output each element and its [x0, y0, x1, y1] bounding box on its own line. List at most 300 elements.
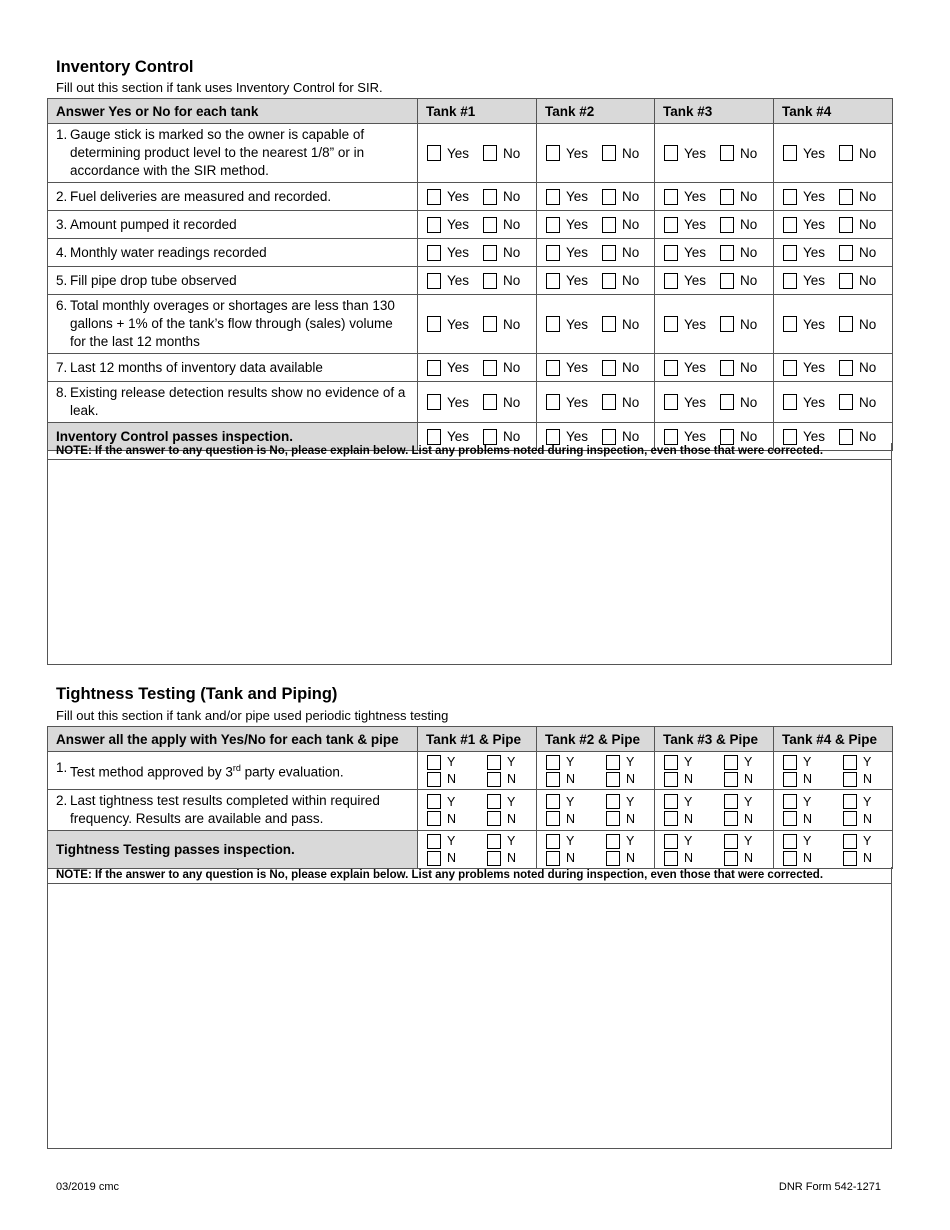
- tightness-q2-tank-3-cell: [655, 790, 774, 831]
- inventory-q6-tank-3-cell: [655, 295, 774, 354]
- inventory-question-row: [48, 124, 893, 183]
- inventory-q4-tank-1-no-checkbox[interactable]: [483, 245, 497, 261]
- no-label: No: [859, 273, 877, 288]
- yes-label: Yes: [803, 360, 826, 375]
- y-label: Y: [744, 794, 753, 809]
- inventory-q8-number: 8.: [56, 385, 68, 400]
- tightness-q1-tank-4-pipe-y-checkbox[interactable]: [843, 755, 857, 770]
- tightness-q2-tank-1-pipe-y-checkbox[interactable]: [487, 794, 501, 809]
- yes-label: Yes: [803, 245, 826, 260]
- inventory-q7-tank-4-no-checkbox[interactable]: [839, 360, 853, 376]
- n-label: N: [863, 851, 873, 865]
- tightness-q1-superscript: rd: [232, 763, 241, 774]
- no-label: No: [622, 273, 640, 288]
- tightness-q2-tank-3-pipe-n-checkbox[interactable]: [724, 811, 738, 826]
- n-label: N: [626, 851, 636, 865]
- inventory-header-tank-3: Tank #3: [655, 99, 774, 124]
- inventory-q5-tank-4-no-checkbox[interactable]: [839, 273, 853, 289]
- n-label: N: [744, 851, 754, 865]
- tightness-pass-tank-4-pipe-n-checkbox[interactable]: [843, 851, 857, 866]
- yes-label: Yes: [684, 145, 707, 161]
- inventory-q4-tank-2-yes-checkbox[interactable]: [546, 245, 560, 261]
- tightness-q2-tank-2-cell: [537, 790, 655, 831]
- y-label: Y: [803, 834, 812, 848]
- yes-label: Yes: [447, 394, 470, 410]
- n-label: N: [803, 772, 813, 786]
- inventory-q5-tank-1-yes-checkbox[interactable]: [427, 273, 441, 289]
- inventory-q1-tank-1-cell: [418, 124, 537, 183]
- n-label: N: [507, 851, 517, 865]
- inventory-q1-tank-1-no-checkbox[interactable]: [483, 145, 497, 161]
- tightness-q2-tank-3-pipe-y-checkbox[interactable]: [724, 794, 738, 809]
- inventory-q2-tank-1-yes-checkbox[interactable]: [427, 189, 441, 205]
- inventory-q8-tank-4-cell: [774, 382, 893, 423]
- footer-form-number: DNR Form 542-1271: [778, 1181, 881, 1193]
- y-label: Y: [803, 794, 812, 809]
- tightness-q1-tank-1-tank-n-checkbox[interactable]: [427, 772, 441, 787]
- inventory-q2-text: Fuel deliveries are measured and recorded.: [70, 188, 332, 204]
- tightness-q2-tank-2-tank-n-checkbox[interactable]: [546, 811, 560, 826]
- inventory-q4-tank-1-cell: [418, 239, 537, 267]
- no-label: No: [740, 273, 758, 288]
- tightness-q2-tank-4-cell: [774, 790, 893, 831]
- no-label: No: [622, 145, 640, 161]
- inventory-q3-tank-3-cell: [655, 211, 774, 239]
- y-label: Y: [684, 834, 693, 848]
- tightness-q1-tank-2-cell: [537, 752, 655, 790]
- tightness-pass-tank-1-tank-n-checkbox[interactable]: [427, 851, 441, 866]
- tightness-q2-tank-2-pipe-y-checkbox[interactable]: [606, 794, 620, 809]
- tightness-q1-text-post: party evaluation.: [240, 764, 344, 780]
- inventory-header-row: [48, 99, 893, 124]
- y-label: Y: [626, 834, 635, 848]
- inventory-q6-text: Total monthly overages or shortages are less than 130 gallons + 1% of the tank’s flow through (sales) volume for the last 12 months: [70, 298, 395, 349]
- tightness-q1-tank-1-pipe-y-checkbox[interactable]: [487, 755, 501, 770]
- tightness-q1-text-pre: Test method approved by 3: [70, 764, 233, 780]
- inventory-note-box: [47, 443, 892, 665]
- tightness-pass-tank-2-pipe-y-checkbox[interactable]: [606, 834, 620, 849]
- no-label: No: [740, 245, 758, 260]
- n-label: N: [507, 811, 517, 826]
- inventory-q2-tank-4-yes-checkbox[interactable]: [783, 189, 797, 205]
- inventory-q5-cell: [48, 267, 418, 295]
- yes-label: Yes: [803, 273, 826, 288]
- tightness-q1-tank-1-pipe-n-checkbox[interactable]: [487, 772, 501, 787]
- tightness-pass-tank-3-tank-n-checkbox[interactable]: [664, 851, 678, 866]
- no-label: No: [859, 189, 877, 204]
- tightness-pass-tank-3-pipe-y-checkbox[interactable]: [724, 834, 738, 849]
- inventory-q1-number: 1.: [56, 127, 68, 142]
- inventory-question-row: [48, 267, 893, 295]
- tightness-q1-tank-2-pipe-y-checkbox[interactable]: [606, 755, 620, 770]
- yes-label: Yes: [803, 394, 826, 410]
- inventory-q6-tank-4-no-checkbox[interactable]: [839, 316, 853, 332]
- yes-label: Yes: [447, 217, 470, 232]
- tightness-explanation-area[interactable]: [48, 884, 891, 1146]
- inventory-question-row: [48, 295, 893, 354]
- inventory-q5-tank-2-no-checkbox[interactable]: [602, 273, 616, 289]
- inventory-q6-tank-1-no-checkbox[interactable]: [483, 316, 497, 332]
- inventory-q6-tank-1-yes-checkbox[interactable]: [427, 316, 441, 332]
- tightness-q2-tank-2-tank-y-checkbox[interactable]: [546, 794, 560, 809]
- no-label: No: [622, 189, 640, 204]
- yes-label: Yes: [447, 189, 470, 204]
- tightness-pass-tank-4-cell: [774, 831, 893, 869]
- no-label: No: [740, 189, 758, 204]
- tightness-header-tank-1: Tank #1 & Pipe: [418, 727, 537, 752]
- n-label: N: [744, 811, 754, 826]
- no-label: No: [859, 394, 877, 410]
- y-label: Y: [507, 834, 516, 848]
- inventory-q1-tank-4-no-checkbox[interactable]: [839, 145, 853, 161]
- no-label: No: [740, 429, 758, 444]
- tightness-q2-tank-1-tank-n-checkbox[interactable]: [427, 811, 441, 826]
- inventory-q2-tank-4-cell: [774, 183, 893, 211]
- inventory-q7-tank-3-yes-checkbox[interactable]: [664, 360, 678, 376]
- yes-label: Yes: [566, 429, 589, 444]
- tightness-pass-tank-3-pipe-n-checkbox[interactable]: [724, 851, 738, 866]
- tightness-section-subtitle: Fill out this section if tank and/or pipe used periodic tightness testing: [56, 708, 449, 723]
- tightness-pass-tank-2-cell: [537, 831, 655, 869]
- inventory-section-subtitle: Fill out this section if tank uses Inventory Control for SIR.: [56, 80, 383, 95]
- inventory-q3-text: Amount pumped it recorded: [70, 216, 237, 232]
- inventory-q5-tank-3-no-checkbox[interactable]: [720, 273, 734, 289]
- yes-label: Yes: [684, 360, 707, 375]
- yes-label: Yes: [566, 394, 589, 410]
- tightness-q1-tank-2-pipe-n-checkbox[interactable]: [606, 772, 620, 787]
- no-label: No: [740, 217, 758, 232]
- no-label: No: [859, 429, 877, 444]
- inventory-q3-tank-2-no-checkbox[interactable]: [602, 217, 616, 233]
- inventory-q1-tank-3-cell: [655, 124, 774, 183]
- tightness-header-tank-4: Tank #4 & Pipe: [774, 727, 893, 752]
- y-label: Y: [863, 755, 872, 769]
- tightness-q2-tank-4-tank-y-checkbox[interactable]: [783, 794, 797, 809]
- inventory-q1-tank-4-yes-checkbox[interactable]: [783, 145, 797, 161]
- yes-label: Yes: [684, 394, 707, 410]
- tightness-q1-tank-4-tank-n-checkbox[interactable]: [783, 772, 797, 787]
- inventory-q2-tank-1-cell: [418, 183, 537, 211]
- inventory-q8-tank-3-cell: [655, 382, 774, 423]
- inventory-q2-tank-1-no-checkbox[interactable]: [483, 189, 497, 205]
- yes-label: Yes: [447, 360, 470, 375]
- y-label: Y: [863, 834, 872, 848]
- inventory-q7-cell: [48, 354, 418, 382]
- tightness-q2-tank-1-tank-y-checkbox[interactable]: [427, 794, 441, 809]
- tightness-q2-tank-2-pipe-n-checkbox[interactable]: [606, 811, 620, 826]
- yes-label: Yes: [566, 273, 589, 288]
- no-label: No: [622, 316, 640, 332]
- inventory-q4-text: Monthly water readings recorded: [70, 244, 267, 260]
- inventory-q4-tank-3-cell: [655, 239, 774, 267]
- inventory-q3-tank-4-no-checkbox[interactable]: [839, 217, 853, 233]
- inventory-q1-cell: [48, 124, 418, 183]
- inventory-q1-tank-2-no-checkbox[interactable]: [602, 145, 616, 161]
- no-label: No: [622, 245, 640, 260]
- inventory-q5-tank-3-yes-checkbox[interactable]: [664, 273, 678, 289]
- inventory-q6-tank-2-no-checkbox[interactable]: [602, 316, 616, 332]
- y-label: Y: [566, 794, 575, 809]
- tightness-pass-tank-4-tank-n-checkbox[interactable]: [783, 851, 797, 866]
- inventory-q3-tank-1-yes-checkbox[interactable]: [427, 217, 441, 233]
- tightness-pass-tank-3-tank-y-checkbox[interactable]: [664, 834, 678, 849]
- inventory-q3-tank-2-yes-checkbox[interactable]: [546, 217, 560, 233]
- inventory-q2-cell: [48, 183, 418, 211]
- yes-label: Yes: [803, 217, 826, 232]
- n-label: N: [684, 772, 694, 786]
- no-label: No: [859, 316, 877, 332]
- inventory-q8-tank-1-yes-checkbox[interactable]: [427, 394, 441, 410]
- inventory-q1-tank-3-no-checkbox[interactable]: [720, 145, 734, 161]
- inventory-q2-tank-3-yes-checkbox[interactable]: [664, 189, 678, 205]
- inventory-q3-tank-3-yes-checkbox[interactable]: [664, 217, 678, 233]
- inventory-q7-tank-4-yes-checkbox[interactable]: [783, 360, 797, 376]
- tightness-q1-tank-4-pipe-n-checkbox[interactable]: [843, 772, 857, 787]
- inventory-q2-tank-4-no-checkbox[interactable]: [839, 189, 853, 205]
- inventory-q8-tank-1-no-checkbox[interactable]: [483, 394, 497, 410]
- inventory-q3-tank-3-no-checkbox[interactable]: [720, 217, 734, 233]
- inventory-q6-tank-2-yes-checkbox[interactable]: [546, 316, 560, 332]
- tightness-pass-tank-4-pipe-y-checkbox[interactable]: [843, 834, 857, 849]
- inventory-q5-tank-4-yes-checkbox[interactable]: [783, 273, 797, 289]
- inventory-q2-tank-2-no-checkbox[interactable]: [602, 189, 616, 205]
- inventory-question-row: [48, 239, 893, 267]
- inventory-q6-tank-3-yes-checkbox[interactable]: [664, 316, 678, 332]
- yes-label: Yes: [447, 429, 470, 444]
- inventory-q7-tank-4-cell: [774, 354, 893, 382]
- no-label: No: [740, 394, 758, 410]
- yes-label: Yes: [447, 245, 470, 260]
- inventory-pass-label: Inventory Control passes inspection.: [48, 423, 418, 451]
- inventory-q4-tank-4-no-checkbox[interactable]: [839, 245, 853, 261]
- inventory-q6-tank-4-yes-checkbox[interactable]: [783, 316, 797, 332]
- yes-label: Yes: [684, 316, 707, 332]
- inventory-q3-tank-4-yes-checkbox[interactable]: [783, 217, 797, 233]
- no-label: No: [740, 360, 758, 375]
- tightness-q1-tank-2-tank-n-checkbox[interactable]: [546, 772, 560, 787]
- no-label: No: [503, 245, 521, 260]
- no-label: No: [503, 394, 521, 410]
- inventory-q2-tank-2-cell: [537, 183, 655, 211]
- yes-label: Yes: [566, 360, 589, 375]
- y-label: Y: [684, 794, 693, 809]
- n-label: N: [566, 772, 576, 786]
- inventory-q6-number: 6.: [56, 298, 68, 313]
- tightness-note-box: [47, 867, 892, 1149]
- y-label: Y: [566, 834, 575, 848]
- yes-label: Yes: [566, 145, 589, 161]
- tightness-q2-tank-3-tank-n-checkbox[interactable]: [664, 811, 678, 826]
- yes-label: Yes: [684, 245, 707, 260]
- n-label: N: [863, 772, 873, 786]
- tightness-pass-tank-1-tank-y-checkbox[interactable]: [427, 834, 441, 849]
- inventory-q6-tank-1-cell: [418, 295, 537, 354]
- n-label: N: [507, 772, 517, 786]
- tightness-q1-tank-2-tank-y-checkbox[interactable]: [546, 755, 560, 770]
- tightness-pass-tank-2-tank-y-checkbox[interactable]: [546, 834, 560, 849]
- inventory-q8-tank-2-cell: [537, 382, 655, 423]
- y-label: Y: [626, 794, 635, 809]
- tightness-q2-tank-4-pipe-y-checkbox[interactable]: [843, 794, 857, 809]
- tightness-q2-tank-3-tank-y-checkbox[interactable]: [664, 794, 678, 809]
- tightness-q1-tank-3-cell: [655, 752, 774, 790]
- n-label: N: [626, 811, 636, 826]
- inventory-q7-tank-2-no-checkbox[interactable]: [602, 360, 616, 376]
- tightness-q2-tank-1-cell: [418, 790, 537, 831]
- tightness-pass-row: [48, 831, 893, 869]
- inventory-q4-cell: [48, 239, 418, 267]
- tightness-table: [47, 726, 893, 869]
- yes-label: Yes: [566, 245, 589, 260]
- no-label: No: [740, 145, 758, 161]
- inventory-q7-tank-2-yes-checkbox[interactable]: [546, 360, 560, 376]
- tightness-q1-tank-3-pipe-y-checkbox[interactable]: [724, 755, 738, 770]
- inventory-q8-text: Existing release detection results show no evidence of a leak.: [70, 385, 406, 418]
- inventory-q5-text: Fill pipe drop tube observed: [70, 272, 237, 288]
- tightness-pass-tank-1-pipe-n-checkbox[interactable]: [487, 851, 501, 866]
- inventory-q5-tank-4-cell: [774, 267, 893, 295]
- tightness-header-tank-2: Tank #2 & Pipe: [537, 727, 655, 752]
- inventory-q5-tank-2-yes-checkbox[interactable]: [546, 273, 560, 289]
- inventory-q4-tank-2-cell: [537, 239, 655, 267]
- tightness-q2-tank-1-pipe-n-checkbox[interactable]: [487, 811, 501, 826]
- inventory-q7-tank-1-cell: [418, 354, 537, 382]
- tightness-q1-tank-3-tank-y-checkbox[interactable]: [664, 755, 678, 770]
- n-label: N: [447, 851, 457, 865]
- tightness-q2-tank-4-tank-n-checkbox[interactable]: [783, 811, 797, 826]
- n-label: N: [447, 811, 457, 826]
- tightness-pass-tank-4-tank-y-checkbox[interactable]: [783, 834, 797, 849]
- inventory-q3-tank-2-cell: [537, 211, 655, 239]
- n-label: N: [744, 772, 754, 786]
- tightness-pass-tank-2-pipe-n-checkbox[interactable]: [606, 851, 620, 866]
- tightness-q1-cell: [48, 752, 418, 790]
- inventory-q5-tank-2-cell: [537, 267, 655, 295]
- yes-label: Yes: [566, 217, 589, 232]
- inventory-q2-tank-3-no-checkbox[interactable]: [720, 189, 734, 205]
- inventory-header-tank-2: Tank #2: [537, 99, 655, 124]
- inventory-q8-tank-4-yes-checkbox[interactable]: [783, 394, 797, 410]
- yes-label: Yes: [566, 316, 589, 332]
- inventory-q1-text: Gauge stick is marked so the owner is capable of determining product level to the nearest 1/8” or in accordance with the SIR method.: [70, 127, 365, 178]
- inventory-question-row: [48, 211, 893, 239]
- no-label: No: [622, 394, 640, 410]
- no-label: No: [859, 245, 877, 260]
- tightness-q1-tank-1-tank-y-checkbox[interactable]: [427, 755, 441, 770]
- inventory-header-tank-4: Tank #4: [774, 99, 893, 124]
- inventory-q4-number: 4.: [56, 244, 68, 260]
- y-label: Y: [684, 755, 693, 769]
- inventory-q1-tank-2-cell: [537, 124, 655, 183]
- n-label: N: [803, 851, 813, 865]
- inventory-q1-tank-3-yes-checkbox[interactable]: [664, 145, 678, 161]
- y-label: Y: [744, 755, 753, 769]
- inventory-q4-tank-2-no-checkbox[interactable]: [602, 245, 616, 261]
- tightness-q1-tank-4-tank-y-checkbox[interactable]: [783, 755, 797, 770]
- inventory-q5-tank-3-cell: [655, 267, 774, 295]
- no-label: No: [503, 429, 521, 444]
- inventory-q4-tank-4-yes-checkbox[interactable]: [783, 245, 797, 261]
- inventory-q7-number: 7.: [56, 359, 68, 375]
- inventory-q5-tank-1-cell: [418, 267, 537, 295]
- y-label: Y: [447, 794, 456, 809]
- tightness-q1-tank-3-tank-n-checkbox[interactable]: [664, 772, 678, 787]
- inventory-q8-tank-2-no-checkbox[interactable]: [602, 394, 616, 410]
- n-label: N: [863, 811, 873, 826]
- yes-label: Yes: [447, 273, 470, 288]
- inventory-q7-tank-1-no-checkbox[interactable]: [483, 360, 497, 376]
- inventory-q8-tank-4-no-checkbox[interactable]: [839, 394, 853, 410]
- inventory-q3-tank-4-cell: [774, 211, 893, 239]
- y-label: Y: [447, 755, 456, 769]
- tightness-question-row: [48, 752, 893, 790]
- inventory-q3-tank-1-no-checkbox[interactable]: [483, 217, 497, 233]
- inventory-q4-tank-3-no-checkbox[interactable]: [720, 245, 734, 261]
- tightness-header-tank-3: Tank #3 & Pipe: [655, 727, 774, 752]
- tightness-pass-tank-1-pipe-y-checkbox[interactable]: [487, 834, 501, 849]
- no-label: No: [740, 316, 758, 332]
- n-label: N: [626, 772, 636, 786]
- tightness-q1-tank-3-pipe-n-checkbox[interactable]: [724, 772, 738, 787]
- yes-label: Yes: [684, 429, 707, 444]
- yes-label: Yes: [684, 189, 707, 204]
- tightness-pass-tank-1-cell: [418, 831, 537, 869]
- no-label: No: [622, 360, 640, 375]
- no-label: No: [503, 360, 521, 375]
- inventory-q7-tank-1-yes-checkbox[interactable]: [427, 360, 441, 376]
- inventory-q6-cell: [48, 295, 418, 354]
- no-label: No: [503, 189, 521, 204]
- tightness-pass-tank-2-tank-n-checkbox[interactable]: [546, 851, 560, 866]
- inventory-q1-tank-2-yes-checkbox[interactable]: [546, 145, 560, 161]
- inventory-q4-tank-1-yes-checkbox[interactable]: [427, 245, 441, 261]
- tightness-pass-tank-3-cell: [655, 831, 774, 869]
- inventory-q8-tank-1-cell: [418, 382, 537, 423]
- inventory-question-row: [48, 354, 893, 382]
- yes-label: Yes: [447, 316, 470, 332]
- inventory-q3-number: 3.: [56, 216, 68, 232]
- yes-label: Yes: [803, 429, 826, 444]
- no-label: No: [622, 217, 640, 232]
- tightness-q2-text: Last tightness test results completed within required frequency. Results are available and pass.: [70, 793, 380, 826]
- yes-label: Yes: [566, 189, 589, 204]
- inventory-question-row: [48, 183, 893, 211]
- inventory-q8-tank-3-no-checkbox[interactable]: [720, 394, 734, 410]
- yes-label: Yes: [803, 316, 826, 332]
- inventory-q7-tank-3-cell: [655, 354, 774, 382]
- inventory-q6-tank-4-cell: [774, 295, 893, 354]
- yes-label: Yes: [803, 145, 826, 161]
- n-label: N: [566, 851, 576, 865]
- inventory-section-title: Inventory Control: [56, 58, 194, 76]
- inventory-q2-tank-2-yes-checkbox[interactable]: [546, 189, 560, 205]
- inventory-q4-tank-4-cell: [774, 239, 893, 267]
- inventory-q7-tank-3-no-checkbox[interactable]: [720, 360, 734, 376]
- no-label: No: [859, 217, 877, 232]
- no-label: No: [503, 217, 521, 232]
- inventory-q1-tank-1-yes-checkbox[interactable]: [427, 145, 441, 161]
- tightness-q1-tank-1-cell: [418, 752, 537, 790]
- inventory-q7-tank-2-cell: [537, 354, 655, 382]
- inventory-q6-tank-3-no-checkbox[interactable]: [720, 316, 734, 332]
- inventory-explanation-area[interactable]: [48, 460, 891, 660]
- tightness-q2-tank-4-pipe-n-checkbox[interactable]: [843, 811, 857, 826]
- inventory-q4-tank-3-yes-checkbox[interactable]: [664, 245, 678, 261]
- inventory-q8-tank-2-yes-checkbox[interactable]: [546, 394, 560, 410]
- inventory-q5-tank-1-no-checkbox[interactable]: [483, 273, 497, 289]
- yes-label: Yes: [803, 189, 826, 204]
- inventory-q8-tank-3-yes-checkbox[interactable]: [664, 394, 678, 410]
